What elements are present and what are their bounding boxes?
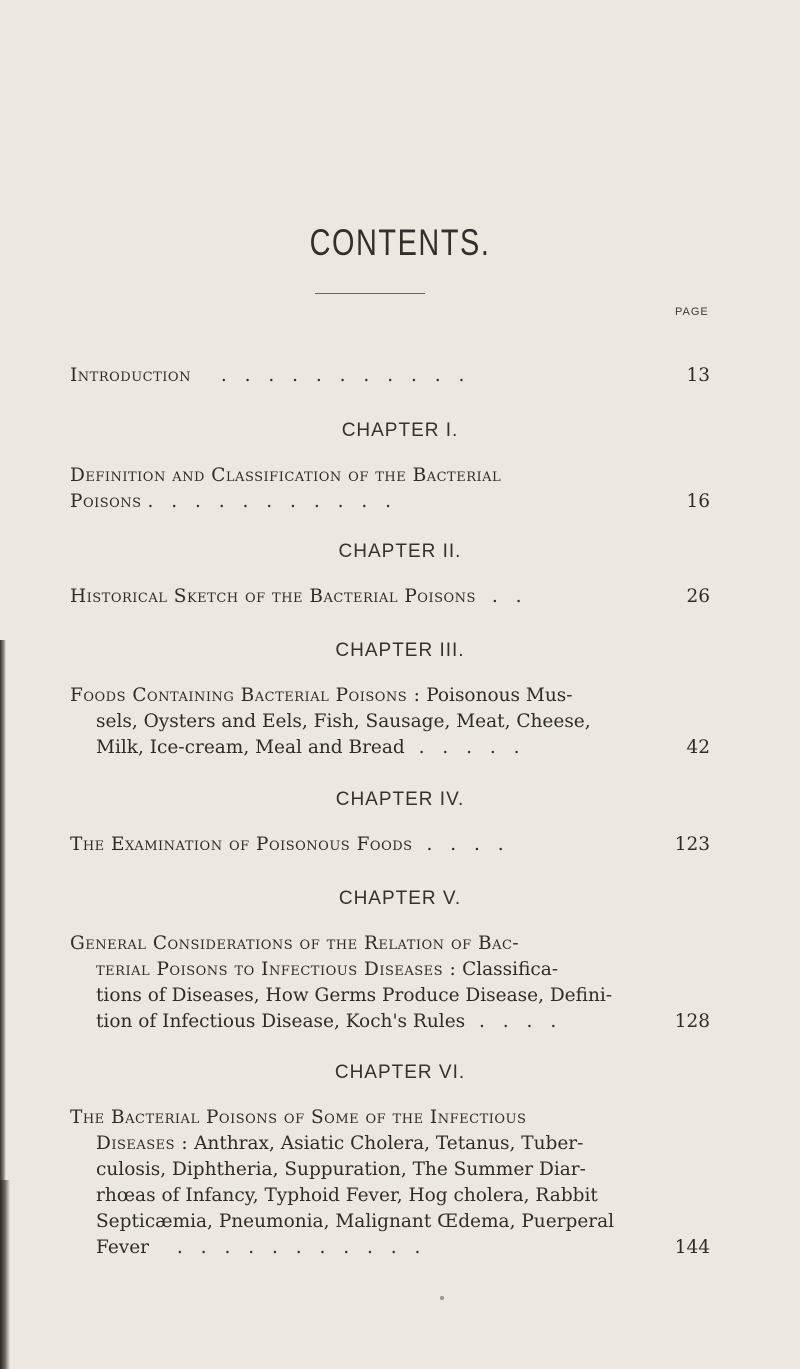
page-number: 123	[674, 834, 710, 855]
entry-title-line: General Considerations of the Relation of Bac-	[70, 933, 520, 954]
entry-title: Introduction	[70, 365, 191, 386]
entry-description: culosis, Diphtheria, Suppuration, The Summer Diar-	[96, 1159, 586, 1180]
page-number: 26	[686, 586, 710, 607]
chapter-heading: CHAPTER V.	[338, 888, 462, 909]
toc-entry-chapter-6	[70, 1105, 710, 1261]
leader-dots: . . . . . . . . . . .	[176, 1237, 427, 1258]
page-number: 42	[686, 737, 710, 758]
toc-entry-chapter-1	[70, 463, 710, 515]
leader-dots: . . . .	[479, 1011, 563, 1032]
entry-title-line: Poisons	[70, 491, 142, 512]
page-title: CONTENTS.	[309, 222, 491, 263]
chapter-heading: CHAPTER IV.	[335, 789, 465, 810]
toc-entry-chapter-3	[70, 683, 710, 761]
entry-description: sels, Oysters and Eels, Fish, Sausage, Meat, Cheese,	[96, 711, 591, 732]
entry-title-line: Definition and Classification of the Bacterial	[70, 465, 502, 486]
toc-entry-introduction	[70, 363, 710, 389]
entry-description: tions of Diseases, How Germs Produce Disease, Defini-	[96, 985, 613, 1006]
page-edge-shadow-lower	[0, 1180, 10, 1369]
entry-description: rhœas of Infancy, Typhoid Fever, Hog cholera, Rabbit	[96, 1185, 598, 1206]
entry-title-line: terial Poisons to Infectious Diseases :	[96, 959, 457, 980]
leader-dots: . . . .	[426, 834, 510, 855]
entry-title-line: Foods Containing Bacterial Poisons :	[70, 685, 421, 706]
page-number: 16	[686, 491, 710, 512]
entry-description: Anthrax, Asiatic Cholera, Tetanus, Tuber-	[194, 1133, 584, 1154]
page-number: 13	[686, 365, 710, 386]
leader-dots: . . . . .	[418, 737, 526, 758]
page-column-header: PAGE	[675, 306, 709, 318]
chapter-heading: CHAPTER I.	[341, 420, 459, 441]
toc-entry-chapter-5	[70, 931, 710, 1035]
entry-description: tion of Infectious Disease, Koch's Rules	[96, 1011, 466, 1032]
entry-description: Milk, Ice-cream, Meal and Bread	[96, 737, 405, 758]
toc-entry-chapter-4	[70, 832, 710, 858]
entry-title-line: Historical Sketch of the Bacterial Poisons	[70, 586, 476, 607]
toc-entry-chapter-2	[70, 584, 710, 610]
leader-dots: . . . . . . . . . . .	[147, 491, 397, 512]
leader-dots: . . . . . . . . . . .	[220, 365, 471, 386]
paper-blemish	[440, 1296, 444, 1300]
chapter-heading: CHAPTER II.	[338, 541, 462, 562]
entry-description: Poisonous Mus-	[426, 685, 573, 706]
page-number: 144	[674, 1237, 710, 1258]
entry-title-line: Diseases :	[96, 1133, 189, 1154]
entry-title-line: The Bacterial Poisons of Some of the Infectious	[70, 1107, 527, 1128]
entry-description: Classifica-	[462, 959, 559, 980]
entry-description: Fever	[96, 1237, 150, 1258]
entry-description: Septicæmia, Pneumonia, Malignant Œdema, Puerperal	[96, 1211, 615, 1232]
chapter-heading: CHAPTER III.	[335, 640, 465, 661]
leader-dots: . .	[491, 586, 528, 607]
entry-title-line: The Examination of Poisonous Foods	[70, 834, 413, 855]
chapter-heading: CHAPTER VI.	[334, 1062, 466, 1083]
title-rule	[315, 293, 425, 294]
page-number: 128	[674, 1011, 710, 1032]
